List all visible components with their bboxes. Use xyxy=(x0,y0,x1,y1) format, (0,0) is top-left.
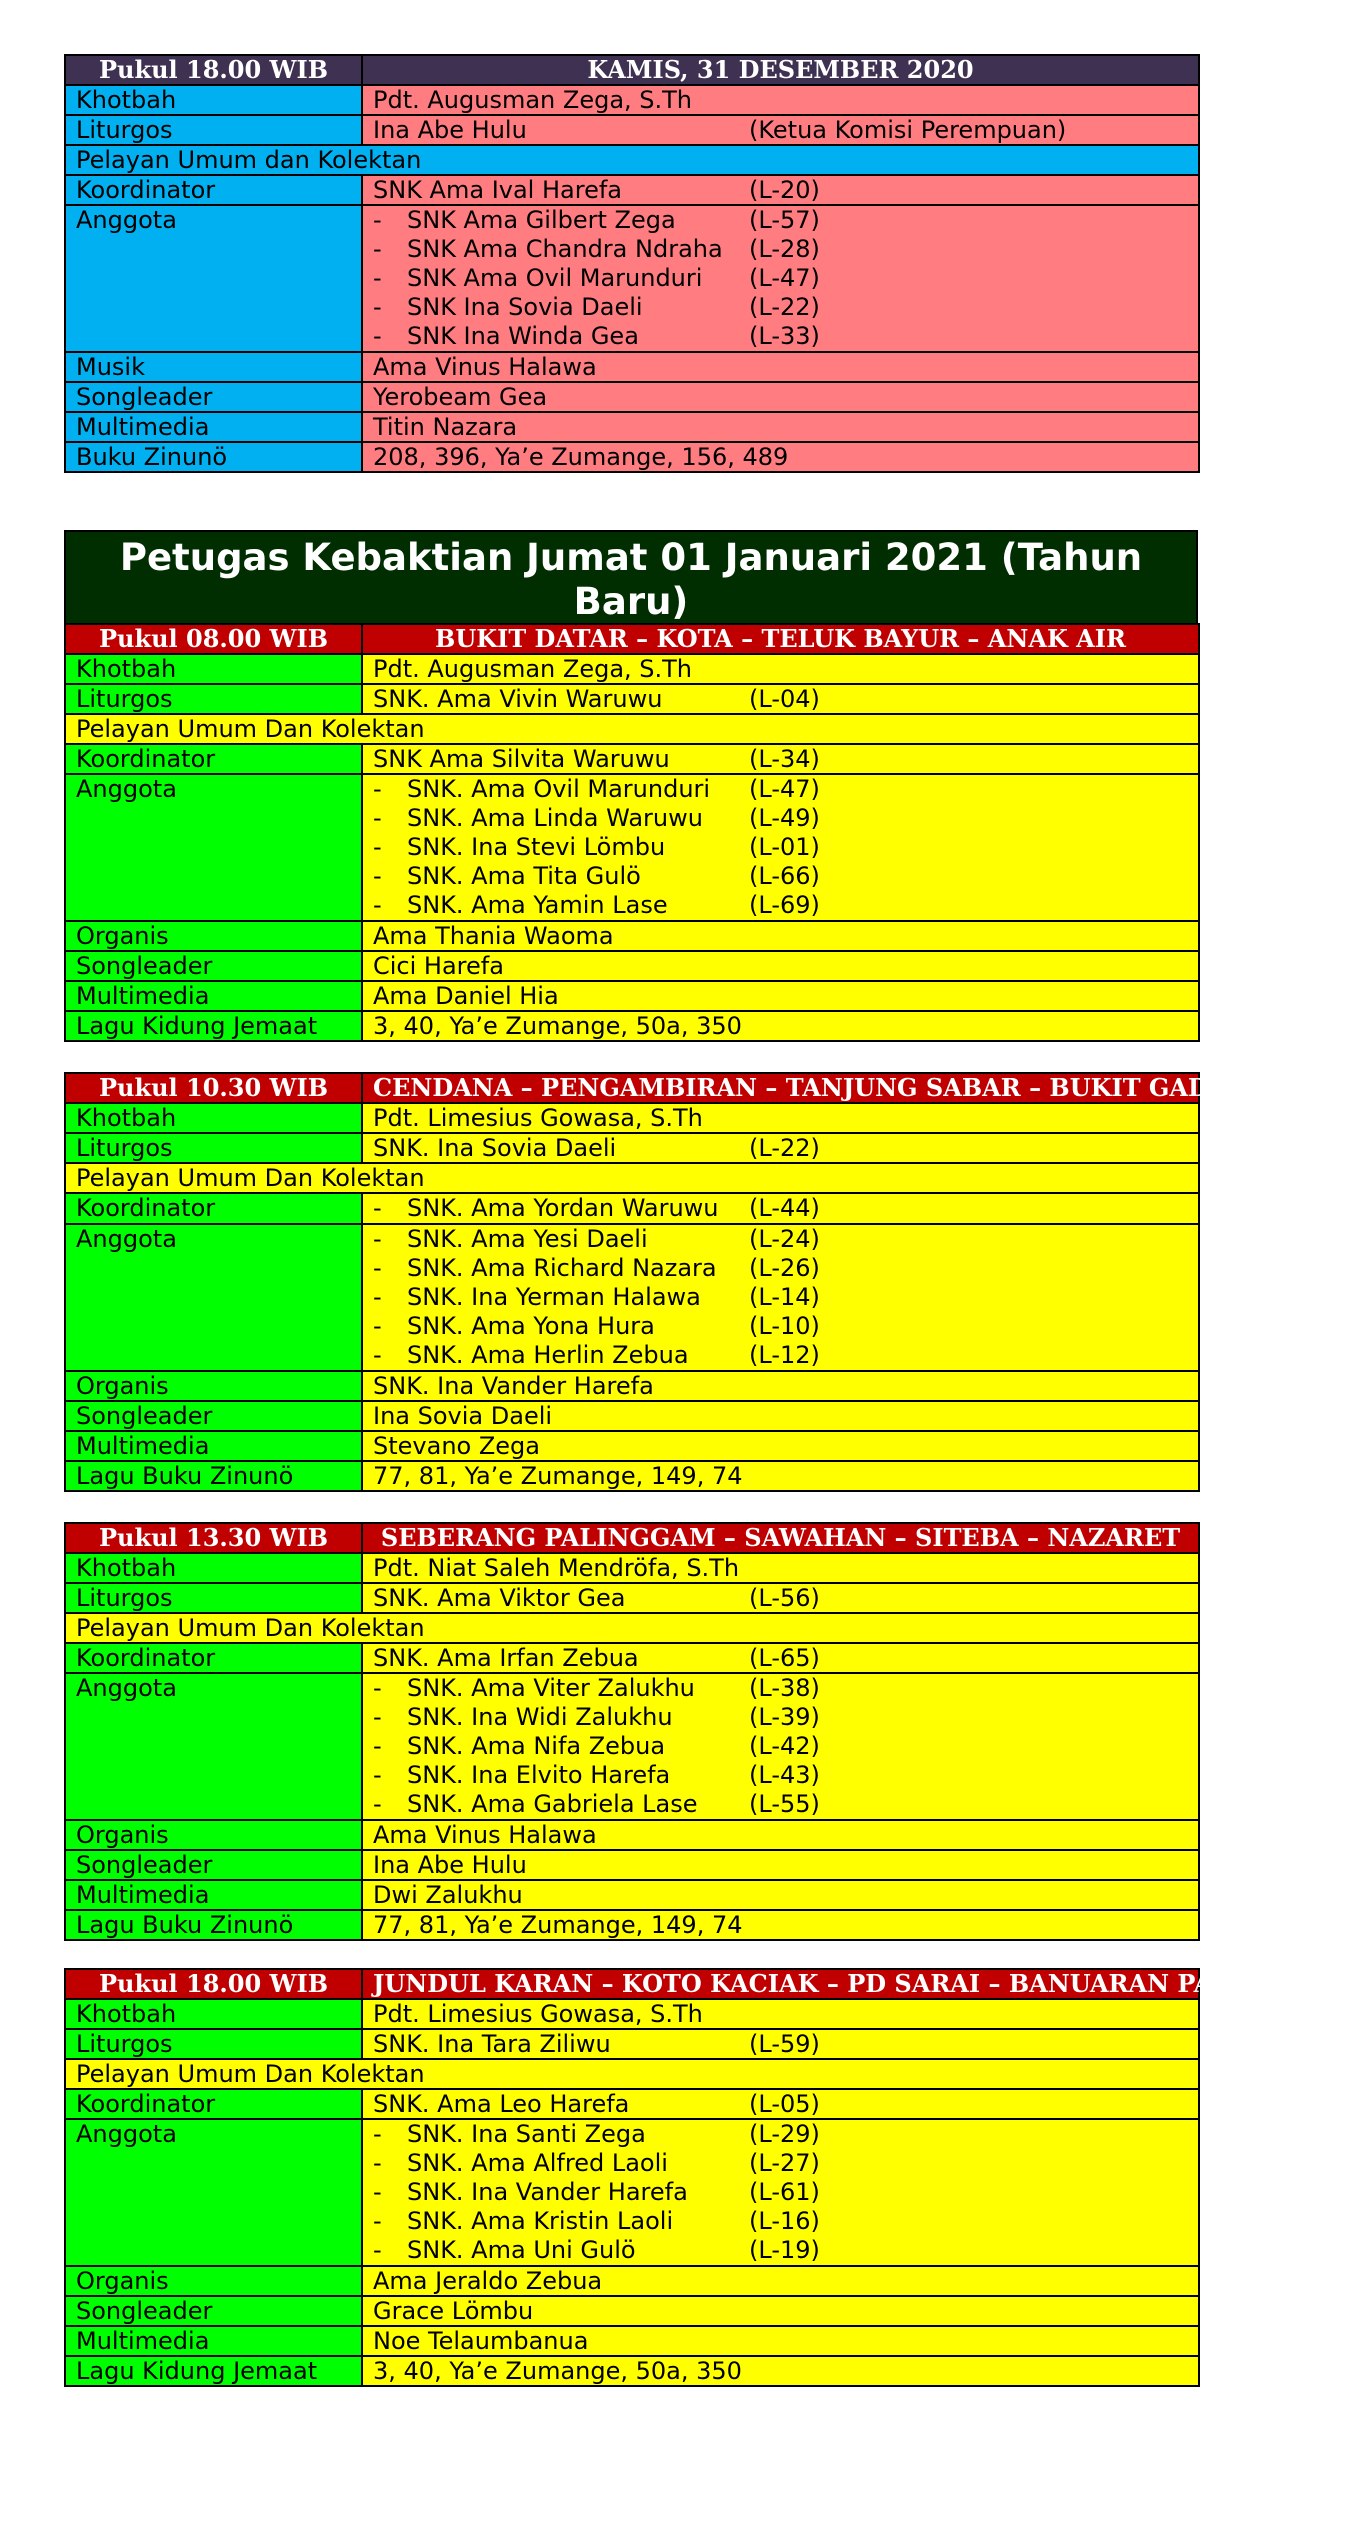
schedule-table xyxy=(64,1522,1200,1941)
service-area: SEBERANG PALINGGAM – SAWAHAN – SITEBA – NAZARET xyxy=(362,1523,1199,1553)
khotbah-label: Khotbah xyxy=(65,1553,362,1583)
songleader-label: Songleader xyxy=(65,382,362,412)
lagu-label: Lagu Buku Zinunö xyxy=(65,1461,362,1491)
page-title: Petugas Kebaktian Jumat 01 Januari 2021 (Tahun Baru) xyxy=(64,530,1198,632)
service-time: Pukul 08.00 WIB xyxy=(65,624,362,654)
lagu-label: Lagu Kidung Jemaat xyxy=(65,2356,362,2386)
songleader-label: Songleader xyxy=(65,2296,362,2326)
khotbah-value: Pdt. Limesius Gowasa, S.Th xyxy=(362,1999,1199,2029)
schedule-table xyxy=(64,1968,1357,2387)
songleader-value: Cici Harefa xyxy=(362,951,1199,981)
musik-value: Ama Vinus Halawa xyxy=(362,352,1199,382)
anggota-label: Anggota xyxy=(65,2119,362,2266)
schedule-table xyxy=(64,623,1200,1042)
lagu-value: 77, 81, Ya’e Zumange, 149, 74 xyxy=(362,1461,1199,1491)
lagu-label: Lagu Buku Zinunö xyxy=(65,1910,362,1940)
anggota-item: - SNK Ama Gilbert Zega (L-57) xyxy=(373,206,820,234)
schedule-table xyxy=(64,54,1200,473)
title-box xyxy=(64,530,1198,632)
schedule-block-2 xyxy=(64,1072,1322,1492)
schedule-block-3 xyxy=(64,1522,1198,1941)
liturgos-label: Liturgos xyxy=(65,2029,362,2059)
anggota-item: - SNK Ama Ovil Marunduri (L-47) xyxy=(373,264,820,292)
organis-label: Organis xyxy=(65,1820,362,1850)
lagu-value: 3, 40, Ya’e Zumange, 50a, 350 xyxy=(362,1011,1199,1041)
songleader-value: Grace Lömbu xyxy=(362,2296,1199,2326)
khotbah-value: Pdt. Limesius Gowasa, S.Th xyxy=(362,1103,1199,1133)
anggota-item: - SNK. Ama Herlin Zebua (L-12) xyxy=(373,1341,820,1369)
khotbah-label: Khotbah xyxy=(65,1103,362,1133)
koordinator-label: Koordinator xyxy=(65,175,362,205)
organis-value: SNK. Ina Vander Harefa xyxy=(362,1371,1199,1401)
multimedia-label: Multimedia xyxy=(65,981,362,1011)
multimedia-label: Multimedia xyxy=(65,1880,362,1910)
anggota-item: - SNK. Ina Yerman Halawa (L-14) xyxy=(373,1283,820,1311)
organis-label: Organis xyxy=(65,921,362,951)
anggota-item: - SNK. Ama Uni Gulö (L-19) xyxy=(373,2236,820,2264)
multimedia-label: Multimedia xyxy=(65,1431,362,1461)
anggota-list xyxy=(362,205,1199,352)
khotbah-value: Pdt. Augusman Zega, S.Th xyxy=(362,654,1199,684)
songleader-label: Songleader xyxy=(65,951,362,981)
anggota-item: - SNK Ina Winda Gea (L-33) xyxy=(373,322,820,350)
anggota-label: Anggota xyxy=(65,1224,362,1371)
koordinator-value xyxy=(362,175,1199,205)
anggota-item: - SNK. Ama Tita Gulö (L-66) xyxy=(373,862,820,890)
koordinator-value xyxy=(362,1193,1199,1224)
anggota-item: - SNK Ama Chandra Ndraha (L-28) xyxy=(373,235,820,263)
multimedia-label: Multimedia xyxy=(65,412,362,442)
anggota-item: - SNK. Ina Widi Zalukhu (L-39) xyxy=(373,1703,820,1731)
schedule-table xyxy=(64,1072,1322,1492)
liturgos-name: Ina Abe Hulu xyxy=(373,116,527,144)
schedule-block-4 xyxy=(64,1968,1357,2387)
service-area: CENDANA – PENGAMBIRAN – TANJUNG SABAR – BUKIT GADO-GADO xyxy=(362,1073,1199,1103)
multimedia-label: Multimedia xyxy=(65,2326,362,2356)
organis-label: Organis xyxy=(65,1371,362,1401)
organis-value: Ama Vinus Halawa xyxy=(362,1820,1199,1850)
liturgos-value: SNK. Ama Viktor Gea (L-56) xyxy=(362,1583,1199,1613)
anggota-item: - SNK. Ama Richard Nazara (L-26) xyxy=(373,1254,820,1282)
anggota-label: Anggota xyxy=(65,205,362,352)
anggota-item: - SNK. Ama Ovil Marunduri (L-47) xyxy=(373,775,820,803)
service-time: Pukul 18.00 WIB xyxy=(65,55,362,85)
koordinator-label: Koordinator xyxy=(65,1193,362,1224)
anggota-item: - SNK. Ama Linda Waruwu (L-49) xyxy=(373,804,820,832)
lagu-label: Lagu Kidung Jemaat xyxy=(65,1011,362,1041)
koordinator-label: Koordinator xyxy=(65,1643,362,1673)
anggota-item: - SNK. Ina Vander Harefa (L-61) xyxy=(373,2178,820,2206)
musik-label: Musik xyxy=(65,352,362,382)
liturgos-value: SNK. Ina Tara Ziliwu (L-59) xyxy=(362,2029,1199,2059)
pelayan-heading: Pelayan Umum Dan Kolektan xyxy=(65,714,1199,744)
lagu-value: 3, 40, Ya’e Zumange, 50a, 350 xyxy=(362,2356,1199,2386)
liturgos-label: Liturgos xyxy=(65,684,362,714)
anggota-item: - SNK. Ina Santi Zega (L-29) xyxy=(373,2120,820,2148)
liturgos-value: SNK. Ina Sovia Daeli (L-22) xyxy=(362,1133,1199,1163)
anggota-item: - SNK. Ama Nifa Zebua (L-42) xyxy=(373,1732,820,1760)
anggota-item: - SNK. Ama Yesi Daeli (L-24) xyxy=(373,1225,820,1253)
multimedia-value: Ama Daniel Hia xyxy=(362,981,1199,1011)
anggota-label: Anggota xyxy=(65,774,362,921)
liturgos-label: Liturgos xyxy=(65,115,362,145)
service-date: KAMIS, 31 DESEMBER 2020 xyxy=(362,55,1199,85)
liturgos-value: SNK. Ama Vivin Waruwu (L-04) xyxy=(362,684,1199,714)
koordinator-name: SNK Ama Ival Harefa xyxy=(373,176,622,204)
organis-value: Ama Jeraldo Zebua xyxy=(362,2266,1199,2296)
khotbah-value: Pdt. Augusman Zega, S.Th xyxy=(362,85,1199,115)
service-area: BUKIT DATAR – KOTA – TELUK BAYUR – ANAK AIR xyxy=(362,624,1199,654)
service-time: Pukul 18.00 WIB xyxy=(65,1969,362,1999)
service-time: Pukul 10.30 WIB xyxy=(65,1073,362,1103)
schedule-block-1 xyxy=(64,623,1198,1042)
service-time: Pukul 13.30 WIB xyxy=(65,1523,362,1553)
anggota-item: - SNK. Ama Gabriela Lase (L-55) xyxy=(373,1790,820,1818)
anggota-item: - SNK. Ama Viter Zalukhu (L-38) xyxy=(373,1674,820,1702)
pelayan-heading: Pelayan Umum Dan Kolektan xyxy=(65,2059,1199,2089)
koordinator-label: Koordinator xyxy=(65,744,362,774)
anggota-list xyxy=(362,1673,1199,1820)
koordinator-value: SNK. Ama Leo Harefa (L-05) xyxy=(362,2089,1199,2119)
anggota-item: - SNK. Ina Stevi Lömbu (L-01) xyxy=(373,833,820,861)
anggota-item: - SNK. Ama Alfred Laoli (L-27) xyxy=(373,2149,820,2177)
organis-value: Ama Thania Waoma xyxy=(362,921,1199,951)
liturgos-label: Liturgos xyxy=(65,1583,362,1613)
schedule-kamis xyxy=(64,54,1198,473)
anggota-label: Anggota xyxy=(65,1673,362,1820)
koordinator-code: (L-20) xyxy=(749,176,820,204)
lagu-label: Buku Zinunö xyxy=(65,442,362,472)
liturgos-note: (Ketua Komisi Perempuan) xyxy=(749,116,1067,144)
songleader-label: Songleader xyxy=(65,1850,362,1880)
multimedia-value: Stevano Zega xyxy=(362,1431,1199,1461)
anggota-list xyxy=(362,2119,1199,2266)
liturgos-value xyxy=(362,115,1199,145)
pelayan-heading: Pelayan Umum Dan Kolektan xyxy=(65,1163,1199,1193)
koordinator-item: - SNK. Ama Yordan Waruwu (L-44) xyxy=(373,1194,820,1222)
anggota-item: - SNK. Ama Kristin Laoli (L-16) xyxy=(373,2207,820,2235)
anggota-list xyxy=(362,1224,1199,1371)
songleader-label: Songleader xyxy=(65,1401,362,1431)
multimedia-value: Dwi Zalukhu xyxy=(362,1880,1199,1910)
koordinator-value: SNK Ama Silvita Waruwu (L-34) xyxy=(362,744,1199,774)
khotbah-value: Pdt. Niat Saleh Mendröfa, S.Th xyxy=(362,1553,1199,1583)
songleader-value: Ina Abe Hulu xyxy=(362,1850,1199,1880)
anggota-item: - SNK. Ama Yona Hura (L-10) xyxy=(373,1312,820,1340)
organis-label: Organis xyxy=(65,2266,362,2296)
songleader-value: Yerobeam Gea xyxy=(362,382,1199,412)
pelayan-heading: Pelayan Umum Dan Kolektan xyxy=(65,1613,1199,1643)
koordinator-label: Koordinator xyxy=(65,2089,362,2119)
songleader-value: Ina Sovia Daeli xyxy=(362,1401,1199,1431)
multimedia-value: Titin Nazara xyxy=(362,412,1199,442)
anggota-item: - SNK Ina Sovia Daeli (L-22) xyxy=(373,293,820,321)
multimedia-value: Noe Telaumbanua xyxy=(362,2326,1199,2356)
liturgos-label: Liturgos xyxy=(65,1133,362,1163)
anggota-list xyxy=(362,774,1199,921)
pelayan-heading: Pelayan Umum dan Kolektan xyxy=(65,145,1199,175)
koordinator-value: SNK. Ama Irfan Zebua (L-65) xyxy=(362,1643,1199,1673)
anggota-item: - SNK. Ina Elvito Harefa (L-43) xyxy=(373,1761,820,1789)
khotbah-label: Khotbah xyxy=(65,85,362,115)
khotbah-label: Khotbah xyxy=(65,1999,362,2029)
khotbah-label: Khotbah xyxy=(65,654,362,684)
lagu-value: 208, 396, Ya’e Zumange, 156, 489 xyxy=(362,442,1199,472)
anggota-item: - SNK. Ama Yamin Lase (L-69) xyxy=(373,891,820,919)
service-area: JUNDUL KARAN – KOTO KACIAK – PD SARAI – BANUARAN PAMPANGAN xyxy=(362,1969,1199,1999)
lagu-value: 77, 81, Ya’e Zumange, 149, 74 xyxy=(362,1910,1199,1940)
